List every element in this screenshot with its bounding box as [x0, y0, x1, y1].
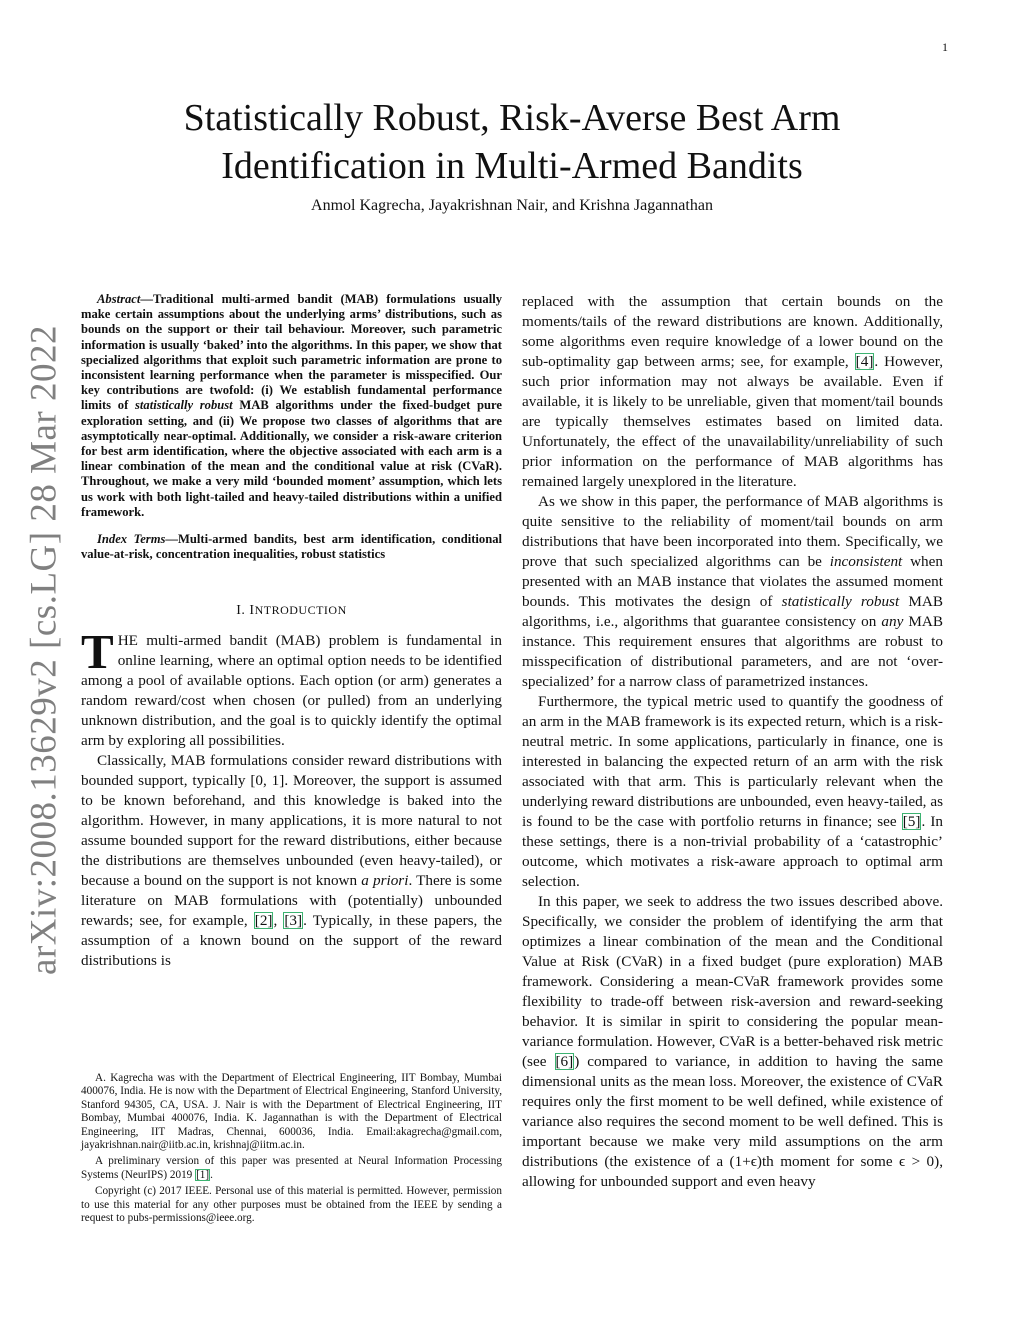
section-title-rest: NTRODUCTION	[254, 603, 347, 618]
citation-link-1[interactable]: [1]	[196, 1168, 210, 1181]
citation-link-5[interactable]: [5]	[902, 813, 921, 830]
paper-title	[120, 94, 904, 190]
index-terms-text: —Multi-armed bandits, best arm identification, conditional value-at-risk, concentration inequalities, robust statistics	[81, 532, 502, 562]
intro-p2-text-a: Classically, MAB formulations consider reward distributions with bounded support, typically [0, 1]. Moreover, the support is assumed to be known beforehand, and this knowledge is baked into the algorithm. However, in many applications, it is more natural to not assume bounded support for the reward distributions, either because the distributions are themselves unbounded (even heavy-tailed), or because a bound on the support is not known	[81, 752, 502, 890]
right-p3-text-a: Furthermore, the typical metric used to quantify the goodness of an arm in the MAB framework is its expected return, which is a risk-neutral metric. In some applications, particularly in finance, one is interested in balancing the expected return of an arm with the risk associated with that arm. This is particularly relevant when the underlying reward distributions are unbounded, even heavy-tailed, as is found to be the case with portfolio returns in finance; see	[522, 693, 943, 830]
citation-link-4[interactable]: [4]	[855, 353, 874, 370]
right-p2-emphasis-3: any	[881, 613, 904, 630]
authors: Anmol Kagrecha, Jayakrishnan Nair, and Krishna Jagannathan	[311, 197, 713, 214]
intro-p2-emphasis: a priori	[361, 872, 409, 890]
title-line-2: Identification in Multi-Armed Bandits	[221, 145, 803, 187]
abstract-text-2: MAB algorithms under the fixed-budget pure exploration setting, and (ii) We propose two classes of algorithms that are asymptotically near-optimal. Additionally, we consider a risk-aware criterion for best arm identification, where the objective associated with each arm is a linear combination of the mean and the conditional value at risk (CVaR). Throughout, we make a very mild ‘bounded moment’ assumption, which lets us work with both light-tailed and heavy-tailed distributions within a unified framework.	[81, 398, 502, 519]
right-p4-text-a: In this paper, we seek to address the two issues described above. Specifically, we consider the problem of identifying the arm that optimizes a linear combination of the mean and the Conditional Value at Risk (CVaR) in a fixed budget (pure exploration) MAB framework. Considering a mean-CVaR framework provides some flexibility to trade-off between risk-aversion and reward-seeking behavior. It is similar in spirit to considering the popular mean-variance formulation. However, CVaR is a better-behaved risk metric (see	[522, 893, 943, 1070]
arxiv-stamp: arXiv:2008.13629v2 [cs.LG] 28 Mar 2022	[23, 325, 65, 975]
right-p2-text-a: As we show in this paper, the performance of MAB algorithms is quite sensitive to the reliability of moment/tail bounds on arm distributions that have been incorporated into them. Specifically, we prove that such specialized algorithms can be	[522, 493, 943, 570]
citation-link-3[interactable]: [3]	[284, 912, 303, 930]
right-p2-emphasis-1: inconsistent	[829, 553, 903, 570]
footnote-copyright: Copyright (c) 2017 IEEE. Personal use of this material is permitted. However, permission to use this material for any other purposes must be obtained from the IEEE by sending a request to pubs-permissions@ieee.org.	[81, 1185, 502, 1225]
footnote-affiliations: A. Kagrecha was with the Department of Electrical Engineering, IIT Bombay, Mumbai 400076, India. He is now with the Department of Electrical Engineering, Stanford University, Stanford 94305, CA, USA. J. Nair is with the Department of Electrical Engineering, IIT Bombay, Mumbai 400076, India. K. Jagannathan is with the Department of Electrical Engineering, IIT Madras, Chennai, 600036, India. Email:akagrecha@gmail.com, jayakrishnan.nair@iitb.ac.in, krishnaj@iitm.ac.in.	[81, 1072, 502, 1152]
citation-link-2[interactable]: [2]	[254, 912, 273, 930]
title-line-1: Statistically Robust, Risk-Averse Best Arm	[183, 97, 841, 139]
right-paragraph-1	[522, 292, 943, 492]
citation-link-6[interactable]: [6]	[555, 1053, 574, 1070]
footnotes	[81, 1072, 502, 1228]
right-paragraph-2	[522, 492, 943, 692]
intro-paragraph-1	[81, 624, 502, 751]
right-p3-text-b: . In these settings, there is a non-trivial probability of a ‘catastrophic’ outcome, which motivates a risk-aware approach to optimal arm selection.	[522, 813, 943, 890]
right-paragraph-4	[522, 892, 943, 1192]
index-terms	[81, 532, 502, 562]
intro-p2-text-c: . Typically, in these papers, the assumption of a known bound on the support of the reward distributions is	[81, 912, 502, 970]
right-p1-text-b: . However, such prior information may not always be available. Even if available, it is likely to be unreliable, given that moment/tail bounds are typically themselves estimates based on limited data. Unfortunately, the effect of the unavailability/unreliability of such prior information on the performance of MAB algorithms has remained largely unexplored in the literature.	[522, 353, 943, 490]
page-number: 1	[942, 40, 948, 54]
right-p2-text-c: MAB algorithms, i.e., algorithms that guarantee consistency on	[522, 593, 943, 630]
right-p4-text-b: ) compared to variance, in addition to having the same dimensional units as the mean loss. Moreover, the existence of CVaR requires only the first moment to be well defined, while existence of variance also requires the second moment to be well defined. This is important because we make very mild assumptions on the arm distributions (the existence of a (1+ϵ)th moment for some ϵ > 0), allowing for unbounded support and even heavy	[522, 1053, 944, 1190]
section-heading-introduction	[81, 600, 502, 621]
left-column	[81, 292, 502, 971]
footnote-preliminary	[81, 1155, 502, 1182]
section-initial: I	[249, 603, 255, 619]
intro-p2-text-b: . There is some literature on MAB formulations with (potentially) unbounded rewards; see, for example,	[81, 872, 502, 930]
right-p2-text-d: MAB instance. This requirement ensures that algorithms are robust to misspecification of distributional parameters, and are not ‘over-specialized’ for a narrow class of parametrized instances.	[522, 613, 943, 690]
intro-p1-text: HE multi-armed bandit (MAB) problem is fundamental in online learning, where an optimal option needs to be identified among a pool of available options. Each option (or arm) generates a random reward/cost when chosen (or pulled) from an underlying unknown distribution, and the goal is to quickly identify the optimal arm by exploring all possibilities.	[81, 632, 502, 750]
right-p1-text-a: replaced with the assumption that certain bounds on the moments/tails of the reward distributions are known. Additionally, some algorithms even require knowledge of a lower bound on the sub-optimality gap between arms; see, for example,	[522, 293, 943, 370]
abstract-emphasis: statistically robust	[135, 398, 233, 413]
abstract-label: Abstract	[97, 292, 141, 306]
intro-paragraph-2	[81, 751, 502, 971]
citation-separator: ,	[273, 912, 284, 930]
abstract-text-1: —Traditional multi-armed bandit (MAB) formulations usually make certain assumptions about the underlying arms’ distributions, such as bounds on the support or their tail behaviour. Moreover, such parametric information is usually ‘baked’ into the algorithms. In this paper, we show that specialized algorithms that exploit such parametric information are prone to inconsistent learning performance when the parameter is misspecified. Our key contributions are twofold: (i) We establish fundamental performance limits of	[81, 292, 502, 413]
right-paragraph-3	[522, 692, 943, 892]
right-p2-text-b: when presented with an MAB instance that violates the assumed moment bounds. This motivates the design of	[522, 553, 943, 610]
index-terms-label: Index Terms	[97, 532, 166, 547]
section-number: I.	[236, 603, 250, 619]
right-p2-emphasis-2: statistically robust	[781, 593, 900, 610]
footnote-preliminary-text: A preliminary version of this paper was presented at Neural Information Processing Systems (NeurIPS) 2019	[81, 1155, 502, 1181]
footnote-period: .	[210, 1168, 213, 1181]
drop-cap: T	[81, 624, 114, 680]
right-column	[522, 292, 943, 1192]
abstract	[81, 292, 502, 520]
